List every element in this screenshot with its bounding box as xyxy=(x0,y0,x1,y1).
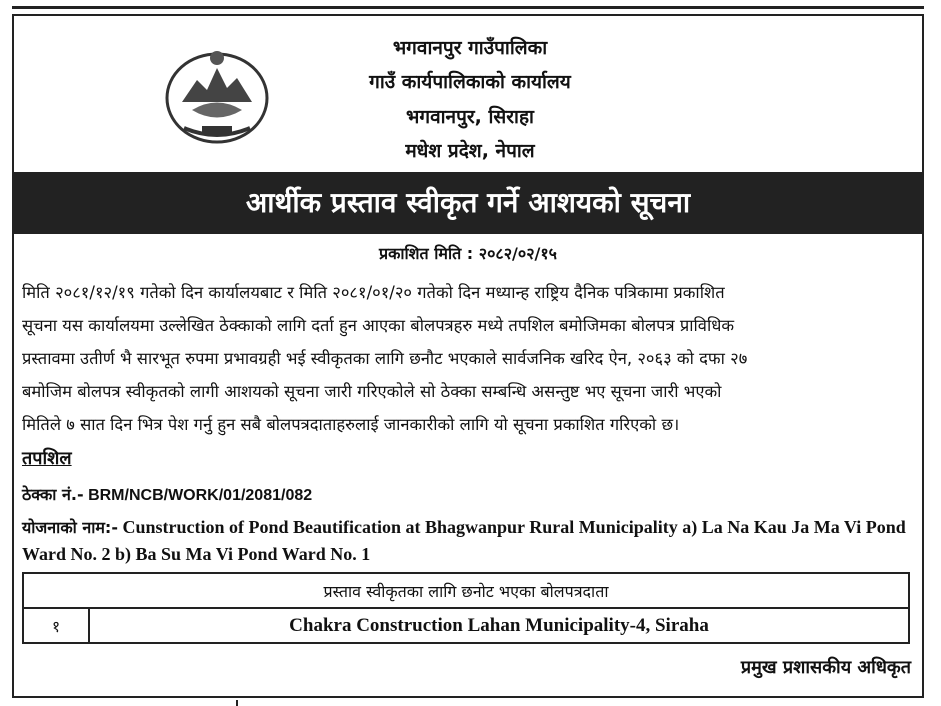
office-name-line3: भगवानपुर, सिराहा xyxy=(406,106,534,128)
body-line: सूचना यस कार्यालयमा उल्लेखित ठेक्काको लागि दर्ता हुन आएका बोलपत्रहरु मध्ये तपशिल बमोजिमका बोलपत्र प्राविधिक xyxy=(22,316,735,335)
table-header: प्रस्ताव स्वीकृतका लागि छनोट भएका बोलपत्रदाता xyxy=(23,573,909,608)
body-line: मितिले ७ सात दिन भित्र पेश गर्नु हुन सबै बोलपत्रदाताहरुलाई जानकारीको लागि यो सूचना प्रकाशित गरिएको छ। xyxy=(22,415,680,434)
office-name-line1: भगवानपुर गाउँपालिका xyxy=(392,37,548,59)
contract-value: BRM/NCB/WORK/01/2081/082 xyxy=(83,487,313,504)
notice-body xyxy=(22,276,914,441)
body-line: बमोजिम बोलपत्र स्वीकृतको लागी आशयको सूचना जारी गरिएकोले सो ठेक्का सम्बन्धि असन्तुष्ट भए सूचना जारी भएको xyxy=(22,382,722,401)
body-line: मिति २०८१/१२/१९ गतेको दिन कार्यालयबाट र मिति २०८१/०१/२० गतेको दिन मध्यान्ह राष्ट्रिय दैनिक पत्रिकामा प्रकाशित xyxy=(22,283,725,302)
bottom-tick xyxy=(236,700,238,706)
bidder-table xyxy=(22,572,910,644)
project-value: Cunstruction of Pond Beautification at Bhagwanpur Rural Municipality a) La Na Kau Ja Ma Vi Pond Ward No. 2 b) Ba Su Ma Vi Pond Ward No. 1 xyxy=(22,517,906,564)
office-name-line4: मधेश प्रदेश, नेपाल xyxy=(405,140,535,162)
office-name-line2: गाउँ कार्यपालिकाको कार्यालय xyxy=(369,71,571,93)
project-name xyxy=(22,514,912,568)
contract-label: ठेक्का नं.- xyxy=(22,485,84,504)
table-row xyxy=(23,608,909,643)
signature-title: प्रमुख प्रशासकीय अधिकृत xyxy=(740,657,911,678)
details-heading: तपशिल xyxy=(22,448,72,469)
published-date: प्रकाशित मिति : २०८२/०२/१५ xyxy=(378,244,557,263)
row-number: १ xyxy=(23,608,89,643)
project-label: योजनाको नाम:- xyxy=(22,518,118,537)
nepal-emblem-icon xyxy=(162,40,272,150)
bidder-name: Chakra Construction Lahan Municipality-4, Siraha xyxy=(89,608,909,643)
notice-title: आर्थीक प्रस्ताव स्वीकृत गर्ने आशयको सूचना xyxy=(12,172,924,234)
top-rule xyxy=(12,6,924,9)
body-line: प्रस्तावमा उतीर्ण भै सारभूत रुपमा प्रभावग्रही भई स्वीकृतका लागि छनौट भएकाले सार्वजनिक खरिद ऐन, २०६३ को दफा २७ xyxy=(22,349,748,368)
contract-number xyxy=(22,483,312,505)
